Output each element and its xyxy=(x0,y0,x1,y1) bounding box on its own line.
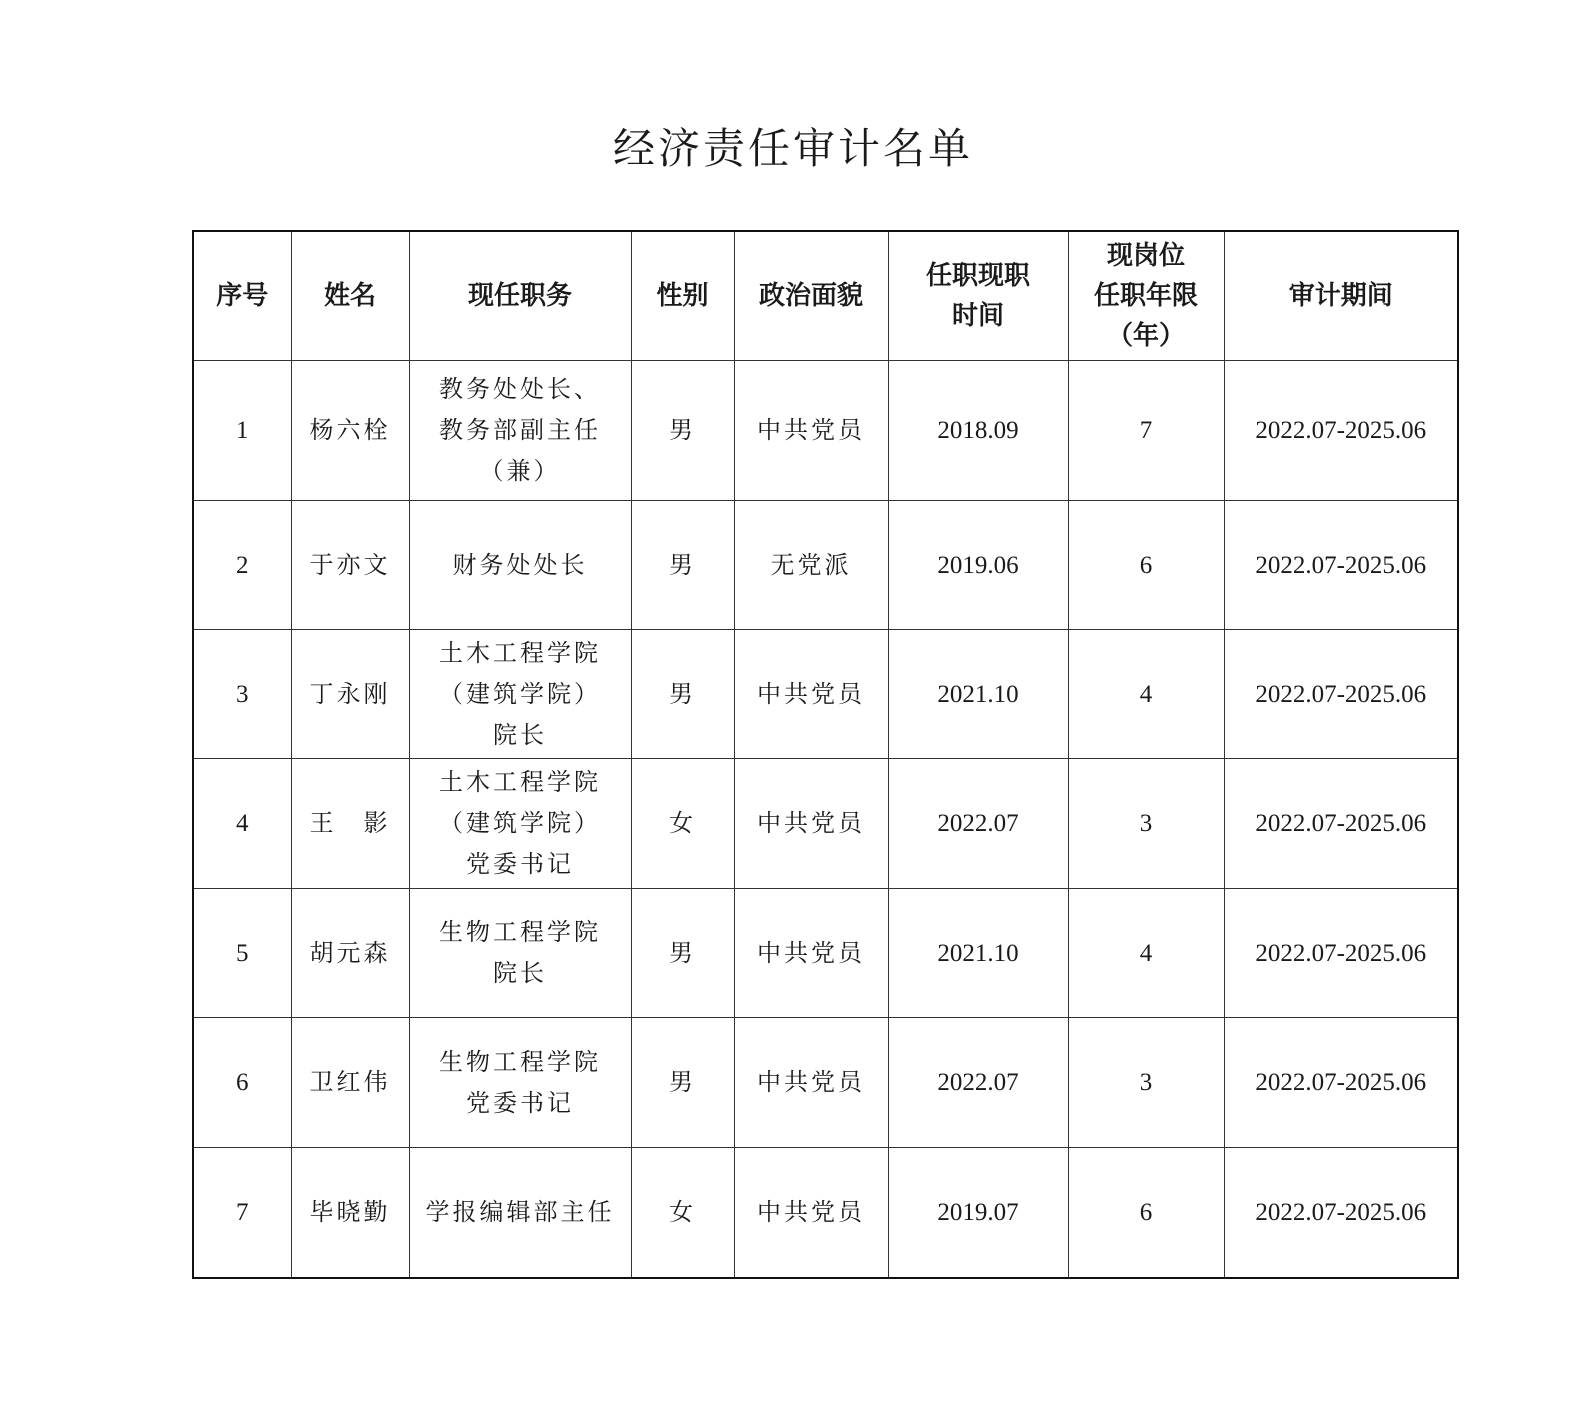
header-tenure-years: 现岗位 任职年限 （年） xyxy=(1068,231,1224,361)
table-header-row xyxy=(193,231,1458,361)
cell-political-status: 中共党员 xyxy=(734,1018,888,1148)
header-seq: 序号 xyxy=(193,231,291,361)
cell-position: 学报编辑部主任 xyxy=(409,1148,631,1278)
cell-name: 王 影 xyxy=(291,759,409,889)
table-row xyxy=(193,889,1458,1018)
cell-gender: 女 xyxy=(631,1148,734,1278)
cell-political-status: 中共党员 xyxy=(734,1148,888,1278)
cell-seq: 7 xyxy=(193,1148,291,1278)
table-body xyxy=(193,361,1458,1278)
cell-tenure-years: 3 xyxy=(1068,1018,1224,1148)
cell-seq: 5 xyxy=(193,889,291,1018)
cell-political-status: 中共党员 xyxy=(734,889,888,1018)
audit-list-table xyxy=(192,230,1459,1279)
cell-audit-period: 2022.07-2025.06 xyxy=(1224,1018,1458,1148)
header-gender: 性别 xyxy=(631,231,734,361)
cell-start-date: 2018.09 xyxy=(888,361,1068,501)
table-row xyxy=(193,630,1458,759)
cell-tenure-years: 4 xyxy=(1068,630,1224,759)
cell-seq: 1 xyxy=(193,361,291,501)
header-name: 姓名 xyxy=(291,231,409,361)
cell-start-date: 2022.07 xyxy=(888,1018,1068,1148)
cell-position: 教务处处长、 教务部副主任 （兼） xyxy=(409,361,631,501)
table-row xyxy=(193,1018,1458,1148)
cell-gender: 男 xyxy=(631,889,734,1018)
cell-name: 丁永刚 xyxy=(291,630,409,759)
cell-start-date: 2021.10 xyxy=(888,630,1068,759)
cell-position: 生物工程学院 院长 xyxy=(409,889,631,1018)
cell-gender: 男 xyxy=(631,1018,734,1148)
cell-seq: 4 xyxy=(193,759,291,889)
cell-audit-period: 2022.07-2025.06 xyxy=(1224,501,1458,630)
cell-name: 卫红伟 xyxy=(291,1018,409,1148)
cell-seq: 2 xyxy=(193,501,291,630)
cell-gender: 女 xyxy=(631,759,734,889)
cell-tenure-years: 6 xyxy=(1068,1148,1224,1278)
cell-gender: 男 xyxy=(631,361,734,501)
cell-position: 土木工程学院 （建筑学院） 院长 xyxy=(409,630,631,759)
page-title: 经济责任审计名单 xyxy=(612,124,973,173)
cell-tenure-years: 7 xyxy=(1068,361,1224,501)
cell-start-date: 2022.07 xyxy=(888,759,1068,889)
table-row xyxy=(193,759,1458,889)
cell-political-status: 中共党员 xyxy=(734,759,888,889)
header-start-date: 任职现职 时间 xyxy=(888,231,1068,361)
cell-position: 土木工程学院 （建筑学院） 党委书记 xyxy=(409,759,631,889)
cell-name: 杨六栓 xyxy=(291,361,409,501)
cell-start-date: 2021.10 xyxy=(888,889,1068,1018)
cell-name: 毕晓勤 xyxy=(291,1148,409,1278)
cell-start-date: 2019.06 xyxy=(888,501,1068,630)
cell-audit-period: 2022.07-2025.06 xyxy=(1224,759,1458,889)
cell-political-status: 中共党员 xyxy=(734,361,888,501)
cell-position: 生物工程学院 党委书记 xyxy=(409,1018,631,1148)
cell-tenure-years: 6 xyxy=(1068,501,1224,630)
cell-start-date: 2019.07 xyxy=(888,1148,1068,1278)
cell-tenure-years: 3 xyxy=(1068,759,1224,889)
cell-audit-period: 2022.07-2025.06 xyxy=(1224,361,1458,501)
cell-name: 于亦文 xyxy=(291,501,409,630)
table-row xyxy=(193,1148,1458,1278)
table-row xyxy=(193,501,1458,630)
header-position: 现任职务 xyxy=(409,231,631,361)
header-political-status: 政治面貌 xyxy=(734,231,888,361)
cell-audit-period: 2022.07-2025.06 xyxy=(1224,630,1458,759)
cell-seq: 6 xyxy=(193,1018,291,1148)
cell-audit-period: 2022.07-2025.06 xyxy=(1224,889,1458,1018)
cell-name: 胡元森 xyxy=(291,889,409,1018)
header-audit-period: 审计期间 xyxy=(1224,231,1458,361)
cell-position: 财务处处长 xyxy=(409,501,631,630)
cell-seq: 3 xyxy=(193,630,291,759)
cell-gender: 男 xyxy=(631,501,734,630)
cell-political-status: 中共党员 xyxy=(734,630,888,759)
table-row xyxy=(193,361,1458,501)
cell-political-status: 无党派 xyxy=(734,501,888,630)
cell-gender: 男 xyxy=(631,630,734,759)
cell-audit-period: 2022.07-2025.06 xyxy=(1224,1148,1458,1278)
cell-tenure-years: 4 xyxy=(1068,889,1224,1018)
